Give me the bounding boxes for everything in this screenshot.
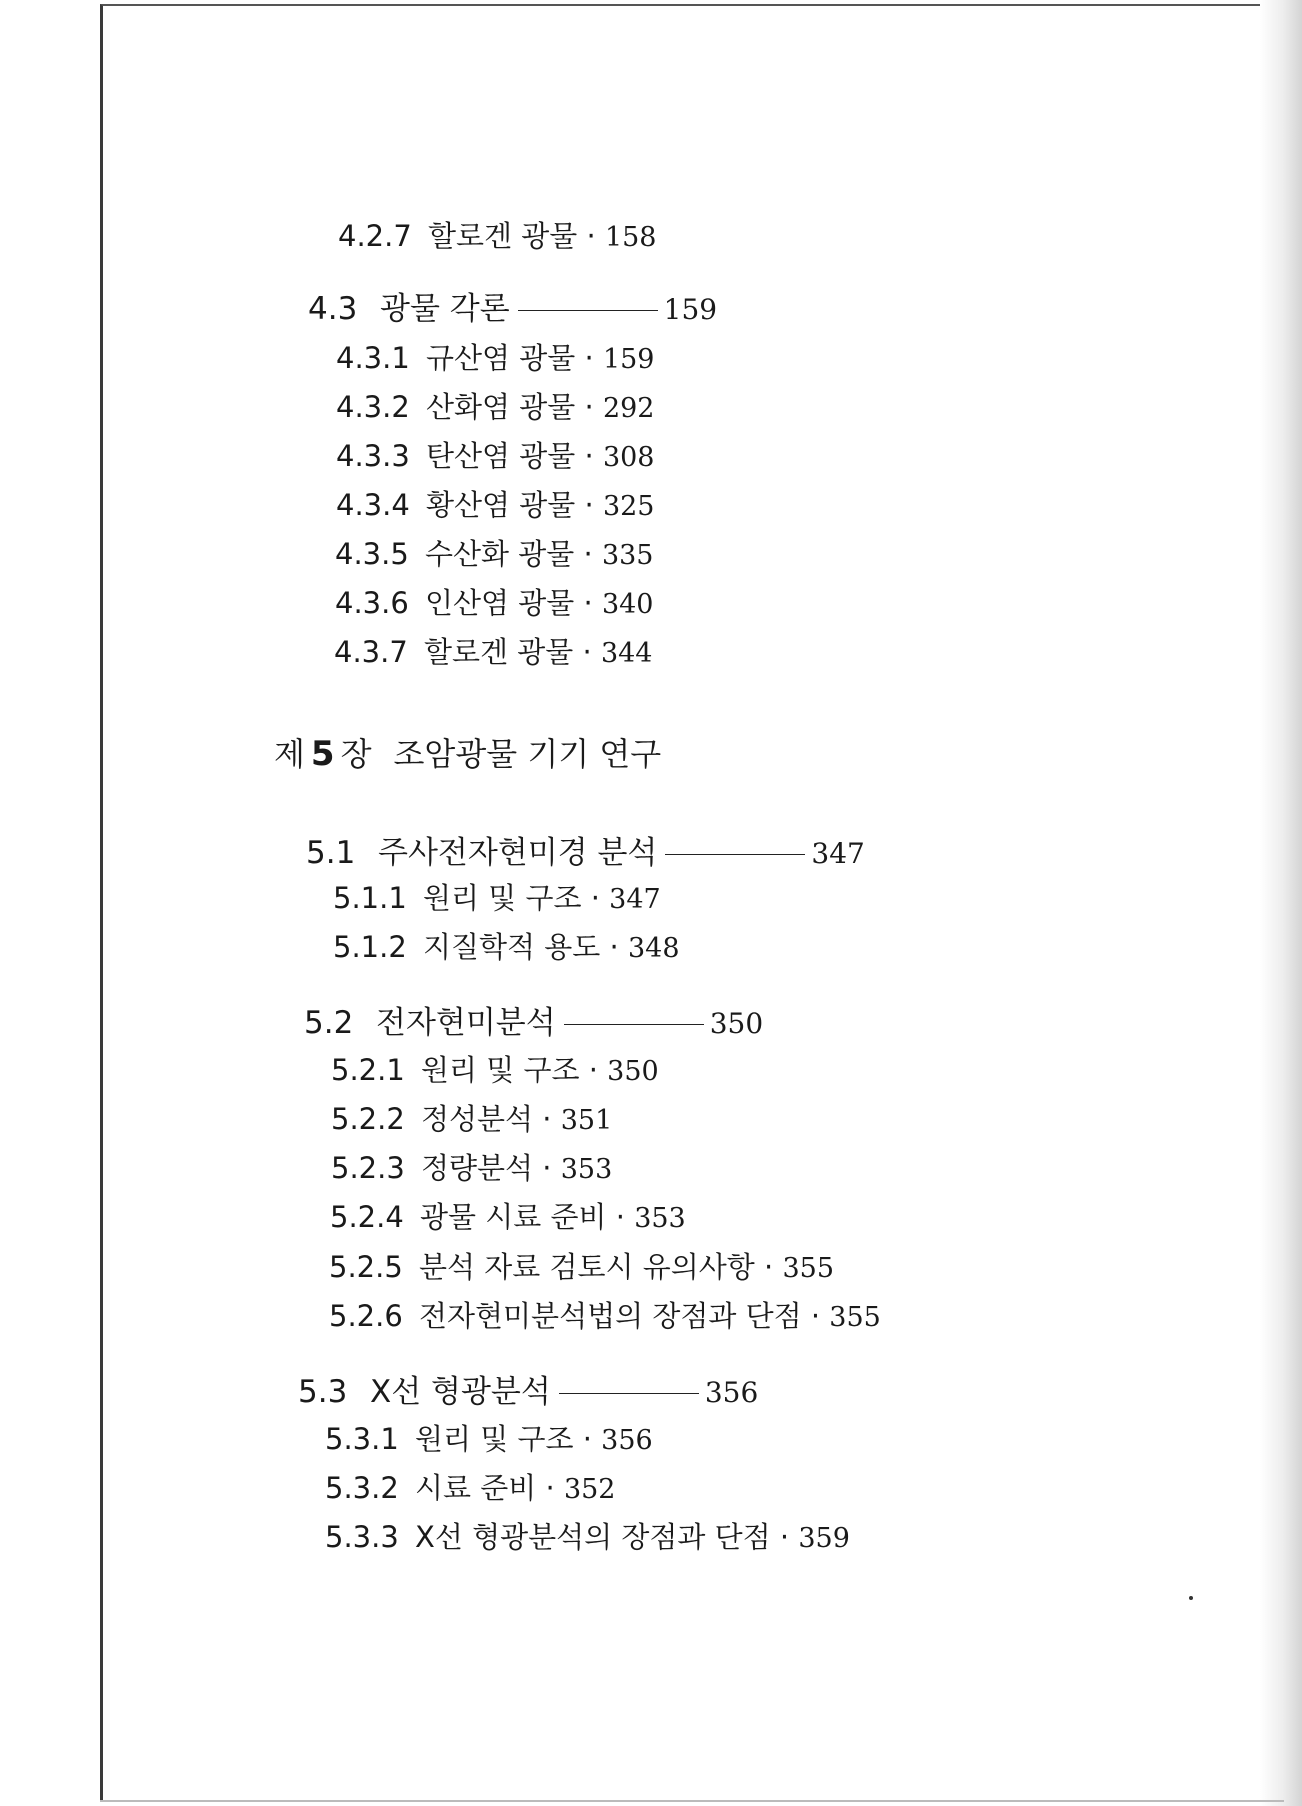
subsection-number: 5.2.2 — [331, 1102, 405, 1136]
page-number: 353 — [560, 1154, 613, 1185]
page-number: 335 — [601, 540, 654, 571]
separator: · — [615, 1200, 625, 1234]
separator: · — [779, 1520, 790, 1554]
toc-subsection-5-2-4 — [330, 1200, 686, 1234]
subsection-title: 인산염 광물 — [425, 586, 575, 620]
subsection-number: 4.3.4 — [336, 488, 410, 522]
subsection-number: 5.3.1 — [325, 1422, 399, 1456]
separator: · — [584, 341, 594, 375]
toc-subsection-5-3-3 — [325, 1520, 850, 1554]
subsection-number: 4.3.7 — [334, 635, 408, 669]
subsection-title: 원리 및 구조 — [421, 1053, 580, 1087]
toc-subsection-5-3-1 — [325, 1422, 653, 1456]
toc-subsection-5-2-1 — [331, 1053, 659, 1087]
toc-subsection-4-3-3 — [336, 439, 655, 473]
toc-subsection-5-1-1 — [333, 881, 661, 915]
chapter-prefix: 제 — [274, 735, 305, 773]
subsection-number: 4.3.3 — [336, 439, 410, 473]
separator: · — [583, 586, 593, 620]
separator: · — [542, 1102, 552, 1136]
page-number: 158 — [604, 222, 657, 253]
page-bottom-edge — [100, 1800, 1284, 1802]
subsection-title: 분석 자료 검토시 유의사항 — [419, 1250, 755, 1284]
toc-subsection-4-3-4 — [336, 488, 655, 522]
toc-section-4-3 — [308, 291, 718, 327]
subsection-number: 5.2.4 — [330, 1200, 404, 1234]
section-title: 광물 각론 — [380, 291, 510, 327]
page-number: 159 — [602, 344, 655, 375]
subsection-title: 광물 시료 준비 — [420, 1200, 607, 1234]
leader-line — [665, 854, 805, 855]
section-number: 5.2 — [304, 1005, 354, 1041]
separator: · — [584, 439, 594, 473]
toc-section-5-3 — [298, 1374, 759, 1410]
subsection-number: 4.3.1 — [336, 341, 410, 375]
toc-subsection-4-3-7 — [334, 635, 653, 669]
page-number: 355 — [782, 1253, 835, 1284]
subsection-title: 탄산염 광물 — [426, 439, 576, 473]
separator: · — [542, 1151, 552, 1185]
page-number: 348 — [627, 933, 680, 964]
subsection-title: 원리 및 구조 — [423, 881, 582, 915]
section-title: 전자현미분석 — [376, 1005, 556, 1041]
page-number: 308 — [602, 442, 655, 473]
chapter-heading — [274, 734, 662, 774]
subsection-number: 5.3.2 — [325, 1471, 399, 1505]
separator: · — [586, 219, 596, 253]
page-number: 347 — [811, 837, 865, 870]
subsection-number: 5.1.2 — [333, 930, 407, 964]
separator: · — [764, 1250, 774, 1284]
separator: · — [582, 1422, 592, 1456]
subsection-title: 규산염 광물 — [426, 341, 576, 375]
page-number: 359 — [798, 1523, 850, 1554]
subsection-title: 산화염 광물 — [426, 390, 576, 424]
section-title: X선 형광분석 — [370, 1374, 551, 1410]
subsection-number: 4.3.6 — [335, 586, 409, 620]
toc-section-5-1 — [306, 835, 865, 871]
separator: · — [588, 1053, 598, 1087]
page-number: 352 — [563, 1474, 616, 1505]
section-number: 5.3 — [298, 1374, 348, 1410]
page-number: 292 — [602, 393, 655, 424]
subsection-title: 원리 및 구조 — [415, 1422, 574, 1456]
subsection-title: 수산화 광물 — [425, 537, 575, 571]
leader-line — [559, 1393, 699, 1394]
subsection-title: 정성분석 — [421, 1102, 534, 1136]
speck-mark — [1189, 1596, 1193, 1600]
chapter-title: 조암광물 기기 연구 — [393, 735, 662, 773]
toc-subsection-4-3-2 — [336, 390, 655, 424]
page-number: 356 — [601, 1425, 653, 1456]
subsection-number: 5.2.3 — [331, 1151, 405, 1185]
toc-subsection-4-3-1 — [336, 341, 655, 375]
subsection-number: 5.1.1 — [333, 881, 407, 915]
separator: · — [583, 537, 593, 571]
toc-section-5-2 — [304, 1005, 764, 1041]
separator: · — [584, 390, 594, 424]
section-number: 4.3 — [308, 291, 358, 327]
toc-subsection-5-2-2 — [331, 1102, 613, 1136]
subsection-title: 지질학적 용도 — [423, 930, 601, 964]
page-number: 350 — [607, 1056, 659, 1087]
left-margin — [0, 0, 100, 1806]
page-number: 353 — [634, 1203, 686, 1234]
subsection-title: X선 형광분석의 장점과 단점 — [415, 1520, 771, 1554]
chapter-suffix: 장 — [340, 735, 372, 773]
subsection-title: 할로겐 광물 — [428, 219, 578, 253]
page-number: 340 — [601, 589, 654, 620]
toc-subsection-4-3-6 — [335, 586, 654, 620]
subsection-title: 시료 준비 — [415, 1471, 537, 1505]
subsection-title: 할로겐 광물 — [424, 635, 574, 669]
subsection-title: 전자현미분석법의 장점과 단점 — [419, 1299, 802, 1333]
separator: · — [590, 881, 600, 915]
leader-line — [564, 1024, 704, 1025]
leader-line — [518, 310, 658, 311]
separator: · — [545, 1471, 555, 1505]
subsection-title: 황산염 광물 — [426, 488, 576, 522]
subsection-number: 4.3.5 — [335, 537, 409, 571]
toc-subsection-5-3-2 — [325, 1471, 616, 1505]
section-title: 주사전자현미경 분석 — [378, 835, 658, 871]
page-number: 356 — [704, 1376, 759, 1409]
subsection-number: 5.3.3 — [325, 1520, 399, 1554]
page-number: 344 — [600, 638, 653, 669]
toc-subsection-4-3-5 — [335, 537, 654, 571]
section-number: 5.1 — [306, 835, 356, 871]
subsection-number: 4.3.2 — [336, 390, 410, 424]
page-number: 325 — [602, 491, 655, 522]
separator: · — [609, 930, 619, 964]
toc-subsection-5-1-2 — [333, 930, 680, 964]
page-number: 159 — [663, 293, 718, 326]
page-number: 355 — [829, 1302, 881, 1333]
page-number: 350 — [709, 1007, 764, 1040]
toc-subsection-4-2-7 — [338, 219, 657, 253]
page-number: 351 — [560, 1105, 613, 1136]
chapter-number: 5 — [310, 734, 335, 774]
separator: · — [582, 635, 592, 669]
page-number: 347 — [609, 884, 661, 915]
subsection-title: 정량분석 — [421, 1151, 534, 1185]
page-shadow — [1260, 0, 1302, 1806]
separator: · — [584, 488, 594, 522]
toc-subsection-5-2-5 — [329, 1250, 835, 1284]
subsection-number: 4.2.7 — [338, 219, 412, 253]
toc-subsection-5-2-3 — [331, 1151, 613, 1185]
separator: · — [810, 1299, 821, 1333]
subsection-number: 5.2.6 — [329, 1299, 403, 1333]
subsection-number: 5.2.1 — [331, 1053, 405, 1087]
toc-subsection-5-2-6 — [329, 1299, 881, 1333]
subsection-number: 5.2.5 — [329, 1250, 403, 1284]
